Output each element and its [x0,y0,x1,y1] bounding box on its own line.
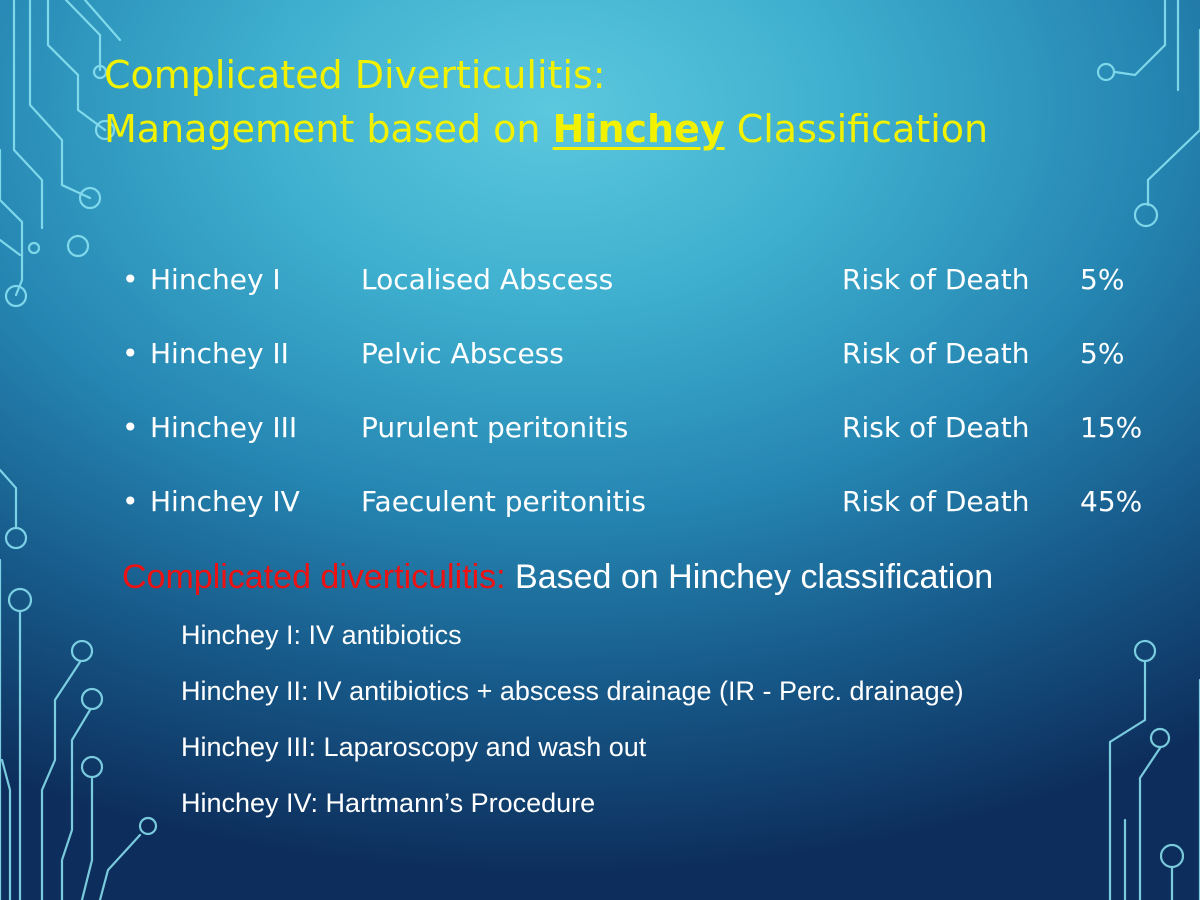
management-item-2: Hinchey II: IV antibiotics + abscess drainage (IR - Perc. drainage) [181,676,964,706]
row-description: Purulent peritonitis [361,411,629,444]
row-risk-label: Risk of Death [842,411,1030,444]
row-risk-value: 15% [1080,411,1143,444]
title-line-2-prefix: Management based on [104,107,553,151]
subheading-red-label: Complicated diverticulitis: [122,558,506,596]
row-stage: Hinchey I [150,263,281,296]
row-description: Localised Abscess [361,263,614,296]
management-item-1: Hinchey I: IV antibiotics [181,620,462,650]
bullet-icon: • [122,337,139,370]
row-stage: Hinchey III [150,411,298,444]
bullet-icon: • [122,485,139,518]
management-item-4: Hinchey IV: Hartmann’s Procedure [181,788,596,818]
title-highlight-hinchey: Hinchey [552,107,725,151]
management-item-3: Hinchey III: Laparoscopy and wash out [181,732,647,762]
subheading-rest: Based on Hinchey classification [505,558,994,596]
row-description: Faeculent peritonitis [361,485,646,518]
row-description: Pelvic Abscess [361,337,564,370]
row-risk-label: Risk of Death [842,485,1030,518]
row-risk-value: 5% [1080,263,1125,296]
row-stage: Hinchey II [150,337,289,370]
row-stage: Hinchey IV [150,485,300,518]
row-risk-value: 5% [1080,337,1125,370]
subheading [122,556,993,598]
row-risk-label: Risk of Death [842,337,1030,370]
title-line-1: Complicated Diverticulitis: [104,53,606,97]
row-risk-value: 45% [1080,485,1143,518]
bullet-icon: • [122,411,139,444]
title-line-2-suffix: Classification [724,107,989,151]
slide-title [104,48,988,156]
row-risk-label: Risk of Death [842,263,1030,296]
bullet-icon: • [122,263,139,296]
